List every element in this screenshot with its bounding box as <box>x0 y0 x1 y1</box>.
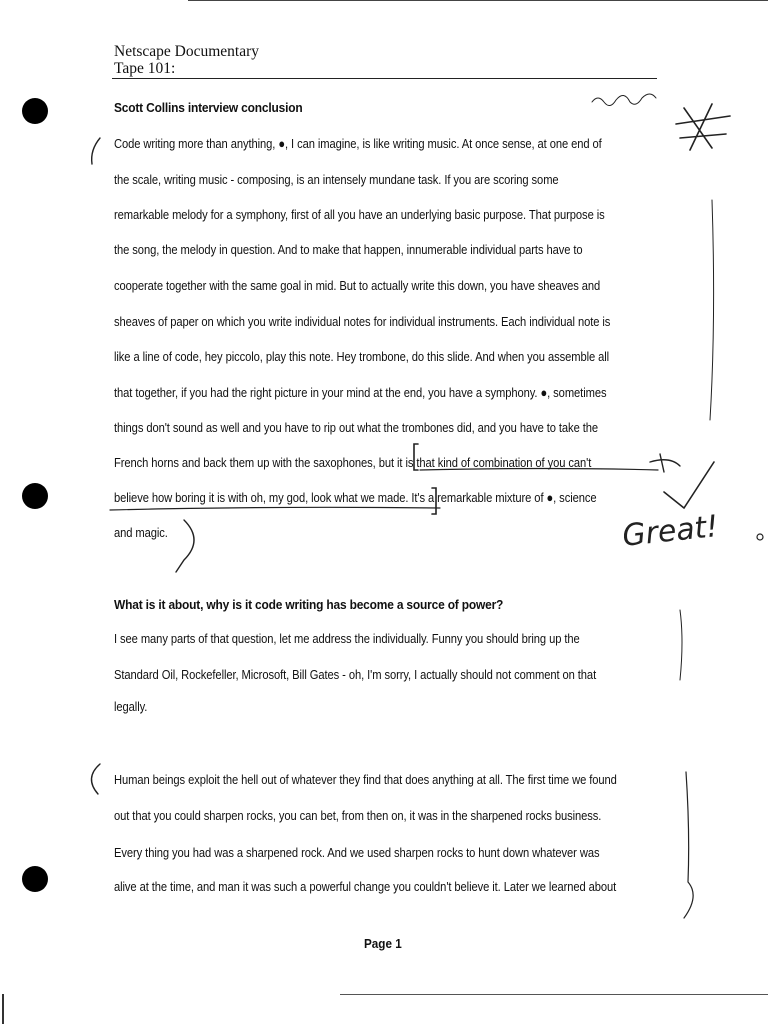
left-bracket-mark <box>92 138 100 164</box>
paragraph-line: remarkable melody for a symphony, first of all you have an underlying basic purpose. That purpose is <box>114 207 605 222</box>
paragraph-line: Code writing more than anything, ●, I can imagine, is like writing music. At once sense, at one end of <box>114 136 602 151</box>
insert-mark <box>650 454 680 472</box>
paragraph-line: like a line of code, hey piccolo, play this note. Hey trombone, do this slide. And when you assemble all <box>114 349 610 364</box>
scribble-mark <box>592 94 656 106</box>
left-paren-mark <box>91 764 100 794</box>
paragraph-line: alive at the time, and man it was such a powerful change you couldn't believe it. Later we learned about <box>114 879 617 894</box>
paragraph-line: the scale, writing music - composing, is an intensely mundane task. If you are scoring some <box>114 172 559 187</box>
bracket-mark <box>432 488 436 514</box>
paragraph-line: sheaves of paper on which you write individual notes for individual instruments. Each individual note is <box>114 314 611 329</box>
paragraph-line: cooperate together with the same goal in mid. But to actually write this down, you have sheaves and <box>114 278 601 293</box>
paragraph-line: and magic. <box>114 525 168 540</box>
margin-line-right <box>680 610 682 680</box>
paragraph-line: French horns and back them up with the saxophones, but it is that kind of combination of you can't <box>114 455 592 470</box>
bracket-mark <box>414 444 418 470</box>
paragraph-line: Standard Oil, Rockefeller, Microsoft, Bill Gates - oh, I'm sorry, I actually should not comment on that <box>114 667 597 682</box>
paragraph-line: Every thing you had was a sharpened rock. And we used sharpen rocks to hunt down whatever was <box>114 845 600 860</box>
margin-line-right <box>710 200 714 420</box>
underline-mark <box>110 507 440 510</box>
section-heading-question: What is it about, why is it code writing has become a source of power? <box>114 597 504 612</box>
dot-mark <box>757 534 763 540</box>
paragraph-line: things don't sound as well and you have to rip out what the trombones did, and you have to take the <box>114 420 599 435</box>
paragraph-line: Human beings exploit the hell out of whatever they find that does anything at all. The first time we found <box>114 772 617 787</box>
paragraph-line: I see many parts of that question, let me address the individually. Funny you should bring up the <box>114 631 580 646</box>
tape-label: Tape 101: <box>114 60 176 77</box>
paragraph-line: believe how boring it is with oh, my god, look what we made. It's a remarkable mixture of ●, science <box>114 490 597 505</box>
underline-mark <box>420 469 658 471</box>
paragraph-line: legally. <box>114 699 148 714</box>
check-mark <box>664 462 714 508</box>
star-icon <box>676 104 730 150</box>
paragraph-line: out that you could sharpen rocks, you can bet, from then on, it was in the sharpened rocks business. <box>114 808 602 823</box>
document-title: Netscape Documentary <box>114 43 260 60</box>
great-annotation: Great! <box>620 508 720 554</box>
margin-line-right <box>684 772 693 918</box>
section-heading-interview: Scott Collins interview conclusion <box>114 100 303 115</box>
paren-mark <box>176 520 194 572</box>
paragraph-line: that together, if you had the right picture in your mind at the end, you have a symphony. ●, sometimes <box>114 385 607 400</box>
paragraph-line: the song, the melody in question. And to make that happen, innumerable individual parts have to <box>114 242 583 257</box>
page-number: Page 1 <box>364 936 402 951</box>
